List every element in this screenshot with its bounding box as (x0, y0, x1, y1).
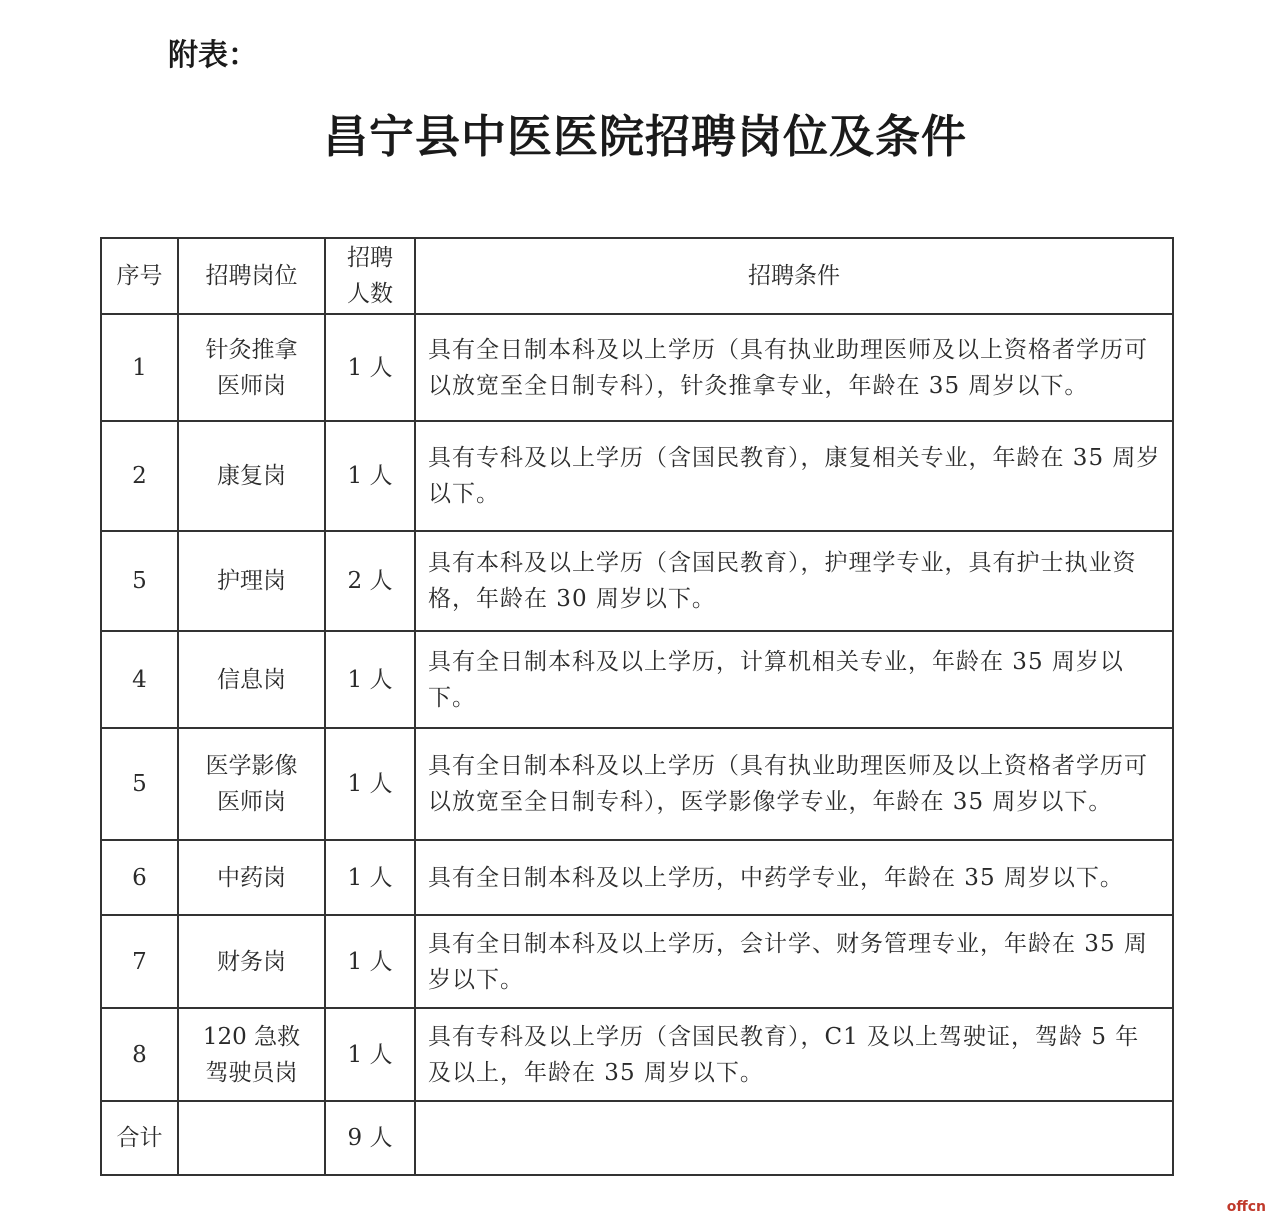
table-row (101, 531, 1173, 631)
table-row (101, 1008, 1173, 1101)
row-post-line: 医师岗 (217, 789, 286, 815)
row-post-line: 康复岗 (217, 463, 286, 489)
row-no: 8 (101, 1008, 178, 1101)
row-post-line: 针灸推拿 (205, 336, 298, 363)
row-post (178, 314, 325, 421)
table-row (101, 728, 1173, 840)
row-post-line: 医师岗 (217, 372, 286, 399)
header-count (325, 238, 415, 314)
row-no: 4 (101, 631, 178, 728)
row-count: 1 人 (325, 840, 415, 915)
row-count: 1 人 (325, 314, 415, 421)
document-title: 昌宁县中医医院招聘岗位及条件 (322, 110, 967, 163)
appendix-label: 附表： (168, 38, 258, 73)
table-total-row (101, 1101, 1173, 1175)
table-row (101, 915, 1173, 1008)
row-post-line: 驾驶员岗 (205, 1059, 298, 1086)
table-row (101, 631, 1173, 728)
row-post-line: 信息岗 (217, 666, 286, 693)
row-post (178, 840, 325, 915)
header-requirements: 招聘条件 (415, 238, 1173, 314)
row-count: 1 人 (325, 728, 415, 840)
row-requirements: 具有全日制本科及以上学历，中药学专业，年龄在 35 周岁以下。 (415, 840, 1173, 915)
table-row (101, 314, 1173, 421)
row-post (178, 915, 325, 1008)
row-no: 1 (101, 314, 178, 421)
table-header-row (101, 238, 1173, 314)
total-requirements (415, 1101, 1173, 1175)
total-post (178, 1101, 325, 1175)
row-requirements: 具有全日制本科及以上学历，计算机相关专业，年龄在 35 周岁以下。 (415, 631, 1173, 728)
row-requirements: 具有专科及以上学历（含国民教育），C1 及以上驾驶证，驾龄 5 年及以上，年龄在 35 周岁以下。 (415, 1008, 1173, 1101)
offcn-watermark: offcn (1226, 1199, 1266, 1215)
row-count: 1 人 (325, 915, 415, 1008)
header-count-line1: 招聘 (347, 245, 393, 271)
row-requirements: 具有全日制本科及以上学历（具有执业助理医师及以上资格者学历可以放宽至全日制专科），医学影像学专业，年龄在 35 周岁以下。 (415, 728, 1173, 840)
row-requirements: 具有全日制本科及以上学历，会计学、财务管理专业，年龄在 35 周岁以下。 (415, 915, 1173, 1008)
row-post (178, 631, 325, 728)
row-count: 1 人 (325, 1008, 415, 1101)
row-post (178, 1008, 325, 1101)
row-count: 1 人 (325, 421, 415, 531)
row-post-line: 中药岗 (217, 864, 286, 891)
row-no: 7 (101, 915, 178, 1008)
row-post-line: 财务岗 (217, 948, 286, 975)
table-row (101, 421, 1173, 531)
row-no: 6 (101, 840, 178, 915)
row-no: 5 (101, 531, 178, 631)
header-no: 序号 (101, 238, 178, 314)
row-requirements: 具有本科及以上学历（含国民教育），护理学专业，具有护士执业资格，年龄在 30 周岁以下。 (415, 531, 1173, 631)
row-requirements: 具有专科及以上学历（含国民教育），康复相关专业，年龄在 35 周岁以下。 (415, 421, 1173, 531)
table-row (101, 840, 1173, 915)
header-count-line2: 人数 (347, 281, 393, 307)
total-label: 合计 (101, 1101, 178, 1175)
row-post-line: 医学影像 (205, 753, 298, 779)
row-count: 2 人 (325, 531, 415, 631)
row-requirements: 具有全日制本科及以上学历（具有执业助理医师及以上资格者学历可以放宽至全日制专科），针灸推拿专业，年龄在 35 周岁以下。 (415, 314, 1173, 421)
recruitment-table (100, 237, 1174, 1176)
row-post (178, 531, 325, 631)
row-no: 5 (101, 728, 178, 840)
row-count: 1 人 (325, 631, 415, 728)
row-no: 2 (101, 421, 178, 531)
total-count: 9 人 (325, 1101, 415, 1175)
header-post: 招聘岗位 (178, 238, 325, 314)
row-post-line: 护理岗 (217, 568, 286, 594)
row-post-line: 120 急救 (202, 1023, 301, 1050)
row-post (178, 728, 325, 840)
row-post (178, 421, 325, 531)
